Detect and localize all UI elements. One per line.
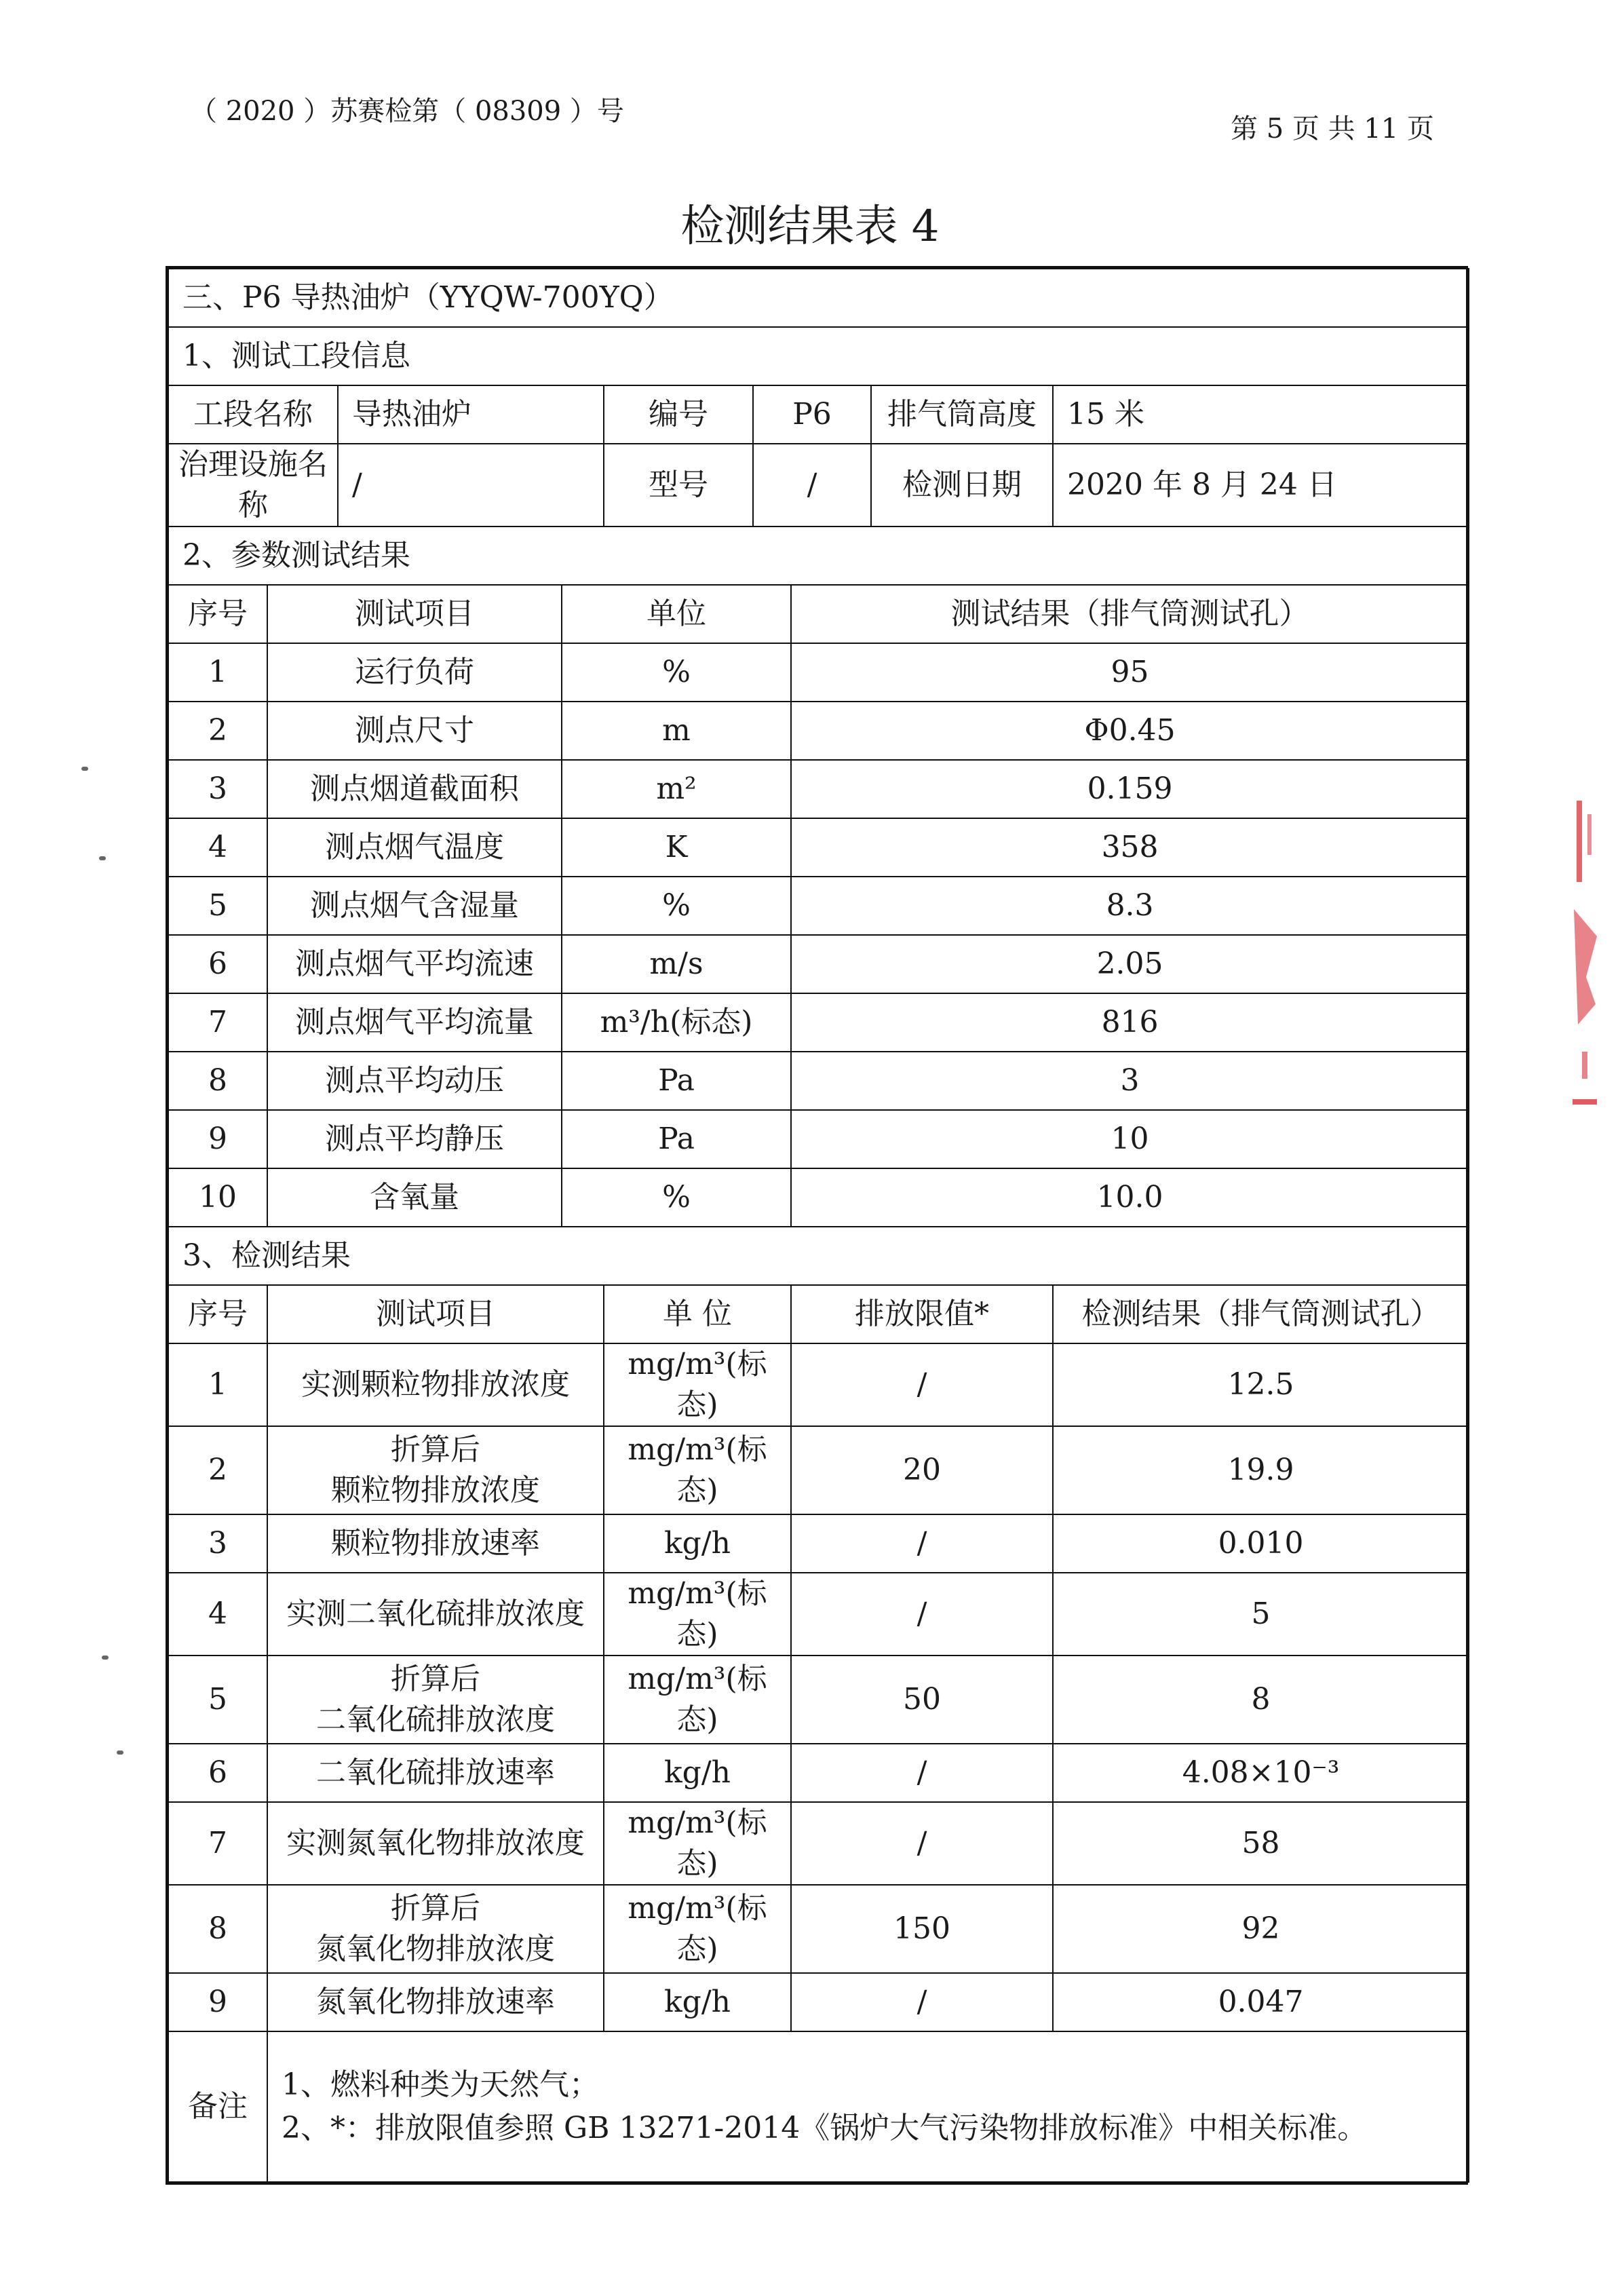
- row-number: 8: [168, 1052, 267, 1110]
- test-result: 0.159: [791, 760, 1469, 818]
- column-header: 测试项目: [267, 1285, 604, 1343]
- test-item: [267, 1802, 604, 1885]
- params-row: [168, 1110, 1469, 1168]
- row-number: 3: [168, 760, 267, 818]
- unit: kg/h: [604, 1973, 791, 2031]
- params-row: [168, 702, 1469, 760]
- unit: %: [562, 1168, 791, 1227]
- unit: m²: [562, 760, 791, 818]
- test-result: 3: [791, 1052, 1469, 1110]
- unit: mg/m³(标态): [604, 1343, 791, 1426]
- column-header: 测试结果（排气筒测试孔）: [791, 585, 1469, 643]
- params-header-row: [168, 585, 1469, 643]
- results-row: [168, 1744, 1469, 1802]
- test-item: 测点平均静压: [267, 1110, 562, 1168]
- row-number: 6: [168, 935, 267, 993]
- result-table: [168, 268, 1469, 2183]
- unit: mg/m³(标态): [604, 1573, 791, 1656]
- info-label: 编号: [604, 385, 753, 444]
- results-header-row: [168, 1285, 1469, 1343]
- results-row: [168, 1514, 1469, 1573]
- emission-limit: 150: [791, 1885, 1053, 1973]
- column-header: 单 位: [604, 1285, 791, 1343]
- unit: Pa: [562, 1052, 791, 1110]
- test-result: Φ0.45: [791, 702, 1469, 760]
- results-heading-row: [168, 1227, 1469, 1285]
- scan-speck: [102, 1656, 109, 1660]
- test-item-line: 氮氧化物排放浓度: [316, 1932, 555, 1966]
- info-label: 排气筒高度: [871, 385, 1053, 444]
- row-number: 3: [168, 1514, 267, 1573]
- test-item-line: 颗粒物排放速率: [331, 1526, 540, 1561]
- results-row: [168, 1573, 1469, 1656]
- params-row: [168, 1052, 1469, 1110]
- note-line: 2、*：排放限值参照 GB 13271-2014《锅炉大气污染物排放标准》中相关标准。: [282, 2111, 1368, 2145]
- notes-label: 备注: [168, 2031, 267, 2182]
- row-number: 1: [168, 1343, 267, 1426]
- info-value: /: [338, 444, 604, 527]
- emission-limit: /: [791, 1573, 1053, 1656]
- results-row: [168, 1973, 1469, 2031]
- results-heading: 3、检测结果: [168, 1227, 1469, 1285]
- info-value: /: [753, 444, 871, 527]
- row-number: 1: [168, 643, 267, 702]
- row-number: 4: [168, 818, 267, 877]
- unit: mg/m³(标态): [604, 1656, 791, 1744]
- test-item: [267, 1343, 604, 1426]
- test-item-line: 折算后: [391, 1891, 480, 1926]
- unit: %: [562, 877, 791, 935]
- test-result: 92: [1053, 1885, 1469, 1973]
- emission-limit: /: [791, 1744, 1053, 1802]
- test-item: [267, 1744, 604, 1802]
- emission-limit: 50: [791, 1656, 1053, 1744]
- unit: mg/m³(标态): [604, 1426, 791, 1514]
- page-indicator: 第 5 页 共 11 页: [1231, 113, 1434, 145]
- test-item-line: 实测氮氧化物排放浓度: [286, 1826, 585, 1860]
- test-item: [267, 1656, 604, 1744]
- info-row: [168, 385, 1469, 444]
- results-row: [168, 1426, 1469, 1514]
- test-result: 19.9: [1053, 1426, 1469, 1514]
- unit: K: [562, 818, 791, 877]
- emission-limit: /: [791, 1802, 1053, 1885]
- test-item: 测点烟气平均流速: [267, 935, 562, 993]
- page-title: 检测结果表 4: [680, 202, 940, 252]
- column-header: 测试项目: [267, 585, 562, 643]
- info-row: [168, 444, 1469, 527]
- params-row: [168, 818, 1469, 877]
- emission-limit: /: [791, 1973, 1053, 2031]
- column-header: 序号: [168, 1285, 267, 1343]
- test-item-line: 实测二氧化硫排放浓度: [286, 1596, 585, 1631]
- test-item: [267, 1573, 604, 1656]
- test-result: 10: [791, 1110, 1469, 1168]
- test-result: 0.047: [1053, 1973, 1469, 2031]
- test-result: 0.010: [1053, 1514, 1469, 1573]
- test-item: [267, 1426, 604, 1514]
- unit: kg/h: [604, 1514, 791, 1573]
- test-item: 测点烟气平均流量: [267, 993, 562, 1052]
- test-result: 8.3: [791, 877, 1469, 935]
- unit: m: [562, 702, 791, 760]
- test-result: 4.08×10⁻³: [1053, 1744, 1469, 1802]
- notes-row: [168, 2031, 1469, 2182]
- row-number: 4: [168, 1573, 267, 1656]
- params-row: [168, 643, 1469, 702]
- test-item: 运行负荷: [267, 643, 562, 702]
- column-header: 排放限值*: [791, 1285, 1053, 1343]
- params-row: [168, 1168, 1469, 1227]
- section-title-row: [168, 269, 1469, 327]
- note-line: 1、燃料种类为天然气；: [282, 2067, 599, 2102]
- test-item-line: 折算后: [391, 1432, 480, 1467]
- test-result: 2.05: [791, 935, 1469, 993]
- row-number: 2: [168, 702, 267, 760]
- results-row: [168, 1343, 1469, 1426]
- row-number: 9: [168, 1973, 267, 2031]
- test-item: 测点平均动压: [267, 1052, 562, 1110]
- unit: %: [562, 643, 791, 702]
- test-item: 测点烟气含湿量: [267, 877, 562, 935]
- info-label: 检测日期: [871, 444, 1053, 527]
- test-item: 测点烟气温度: [267, 818, 562, 877]
- test-item: 测点尺寸: [267, 702, 562, 760]
- results-row: [168, 1885, 1469, 1973]
- emission-limit: 20: [791, 1426, 1053, 1514]
- info-label: 型号: [604, 444, 753, 527]
- unit: Pa: [562, 1110, 791, 1168]
- params-row: [168, 877, 1469, 935]
- row-number: 2: [168, 1426, 267, 1514]
- report-number: （ 2020 ）苏赛检第（ 08309 ）号: [190, 96, 624, 127]
- result-sheet: [166, 266, 1468, 2185]
- test-item: [267, 1514, 604, 1573]
- unit: m/s: [562, 935, 791, 993]
- test-item-line: 二氧化硫排放浓度: [316, 1702, 555, 1737]
- row-number: 6: [168, 1744, 267, 1802]
- notes-content: [267, 2031, 1469, 2182]
- results-row: [168, 1656, 1469, 1744]
- section-title: 三、P6 导热油炉（YYQW-700YQ）: [168, 269, 1469, 327]
- info-label: 工段名称: [168, 385, 338, 444]
- test-item-line: 折算后: [391, 1662, 480, 1696]
- column-header: 序号: [168, 585, 267, 643]
- column-header: 单位: [562, 585, 791, 643]
- unit: mg/m³(标态): [604, 1885, 791, 1973]
- test-item: 测点烟道截面积: [267, 760, 562, 818]
- column-header: 检测结果（排气筒测试孔）: [1053, 1285, 1469, 1343]
- test-result: 8: [1053, 1656, 1469, 1744]
- test-result: 10.0: [791, 1168, 1469, 1227]
- test-item-line: 氮氧化物排放速率: [316, 1985, 555, 2019]
- row-number: 7: [168, 993, 267, 1052]
- params-heading: 2、参数测试结果: [168, 527, 1469, 585]
- info-heading: 1、测试工段信息: [168, 327, 1469, 385]
- params-row: [168, 993, 1469, 1052]
- row-number: 8: [168, 1885, 267, 1973]
- info-value: P6: [753, 385, 871, 444]
- unit: mg/m³(标态): [604, 1802, 791, 1885]
- test-item-line: 颗粒物排放浓度: [331, 1473, 540, 1508]
- test-result: 816: [791, 993, 1469, 1052]
- test-item: [267, 1885, 604, 1973]
- results-row: [168, 1802, 1469, 1885]
- test-item-line: 实测颗粒物排放浓度: [301, 1367, 570, 1402]
- emission-limit: /: [791, 1514, 1053, 1573]
- test-item: [267, 1973, 604, 2031]
- row-number: 10: [168, 1168, 267, 1227]
- unit: kg/h: [604, 1744, 791, 1802]
- test-result: 12.5: [1053, 1343, 1469, 1426]
- test-result: 5: [1053, 1573, 1469, 1656]
- scan-speck: [117, 1750, 123, 1755]
- params-heading-row: [168, 527, 1469, 585]
- red-stamp-mark: [1573, 801, 1600, 1113]
- unit: m³/h(标态): [562, 993, 791, 1052]
- row-number: 7: [168, 1802, 267, 1885]
- scan-speck: [81, 767, 88, 771]
- test-result: 58: [1053, 1802, 1469, 1885]
- params-row: [168, 760, 1469, 818]
- test-item: 含氧量: [267, 1168, 562, 1227]
- test-result: 95: [791, 643, 1469, 702]
- row-number: 5: [168, 877, 267, 935]
- test-item-line: 二氧化硫排放速率: [316, 1755, 555, 1790]
- info-label: 治理设施名称: [168, 444, 338, 527]
- scan-speck: [99, 856, 106, 860]
- info-value: 2020 年 8 月 24 日: [1053, 444, 1469, 527]
- params-row: [168, 935, 1469, 993]
- emission-limit: /: [791, 1343, 1053, 1426]
- row-number: 5: [168, 1656, 267, 1744]
- row-number: 9: [168, 1110, 267, 1168]
- info-heading-row: [168, 327, 1469, 385]
- info-value: 导热油炉: [338, 385, 604, 444]
- info-value: 15 米: [1053, 385, 1469, 444]
- test-result: 358: [791, 818, 1469, 877]
